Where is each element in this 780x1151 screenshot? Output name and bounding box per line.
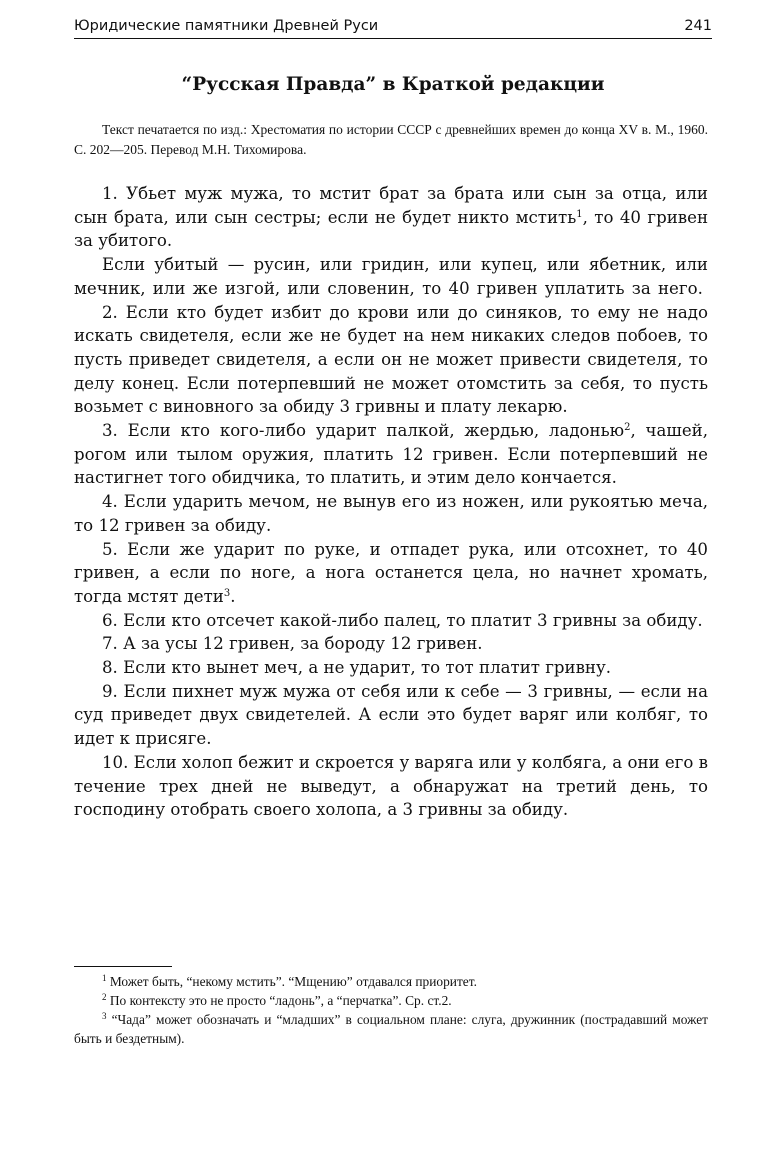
article-7: 7. А за усы 12 гривен, за бороду 12 гривен. <box>102 634 483 654</box>
article-8: 8. Если кто вынет меч, а не ударит, то тот платит гривну. <box>102 658 612 678</box>
running-header <box>74 18 712 39</box>
article-10: 10. Если холоп бежит и скроется у варяга или у колбяга, а они его в течение трех дней не выведут, а обнаружат на третий день, то господину отобрать своего холопа, а 3 гривны за обиду. <box>74 752 708 820</box>
footnote-divider <box>74 966 172 967</box>
article-1-continued: Если убитый — русин, или гридин, или купец, или ябетник, или мечник, или же изгой, или словенин, то 40 гривен уплатить за него. <box>74 255 708 298</box>
article-5: 5. Если же ударит по руке, и отпадет рука, или отсохнет, то 40 гривен, а если по ноге, а нога останется цела, но начнет хромать, тогда мстят дети$^3$. <box>74 539 708 606</box>
running-title: Юридические памятники Древней Руси <box>74 18 379 34</box>
footnote-2: $^2$ По контексту это не просто “ладонь”, а “перчатка”. Ср. ст.2. <box>102 992 452 1008</box>
document-title: “Русская Правда” в Краткой редакции <box>181 74 605 95</box>
footnote-ref-3: 3 <box>223 587 231 599</box>
article-6: 6. Если кто отсечет какой-либо палец, то платит 3 гривны за обиду. <box>102 610 703 630</box>
article-2: 2. Если кто будет избит до крови или до синяков, то ему не надо искать свидетеля, если же не будет на нем никаких следов побоев, то пусть приведет свидетеля, а если он не может привести свидетеля, то делу конец. Если потерпевший не может отомстить за себя, то пусть возьмет с виновного за обиду 3 гривны и плату лекарю. <box>74 302 708 417</box>
footnote-1: $^1$ Может быть, “некому мстить”. “Мщению” отдавался приоритет. <box>102 973 477 989</box>
article-4: 4. Если ударить мечом, не вынув его из ножен, или рукоятью меча, то 12 гривен за обиду. <box>74 492 708 535</box>
articles-body <box>74 182 708 822</box>
article-1: 1. Убьет муж мужа, то мстит брат за брата или сын за отца, или сын брата, или сын сестры; если не будет никто мстить$^1$, то 40 гривен за убитого. <box>74 184 709 251</box>
footnote-ref-2: 2 <box>624 422 631 434</box>
footnote-3: $^3$ “Чада” может обозначать и “младших” в социальном плане: слуга, дружинник (пострадавший может быть и бездетным). <box>74 1011 708 1046</box>
source-note: Текст печатается по изд.: Хрестоматия по истории СССР с древнейших времен до конца XV в. М., 1960. С. 202—205. Перевод М.Н. Тихомирова. <box>74 122 708 157</box>
article-3: 3. Если кто кого-либо ударит палкой, жердью, ладонью$^2$, чашей, рогом или тылом оружия, платить 12 гривен. Если потерпевший не настигнет того обидчика, то платить, и этим дело кончается. <box>74 421 709 488</box>
footnotes <box>74 972 708 1048</box>
article-9: 9. Если пихнет муж мужа от себя или к себе — 3 гривны, — если на суд приведет двух свидетелей. А если это будет варяг или колбяг, то идет к присяге. <box>74 681 708 749</box>
page-number: 241 <box>684 18 712 34</box>
footnote-ref-1: 1 <box>576 208 583 220</box>
